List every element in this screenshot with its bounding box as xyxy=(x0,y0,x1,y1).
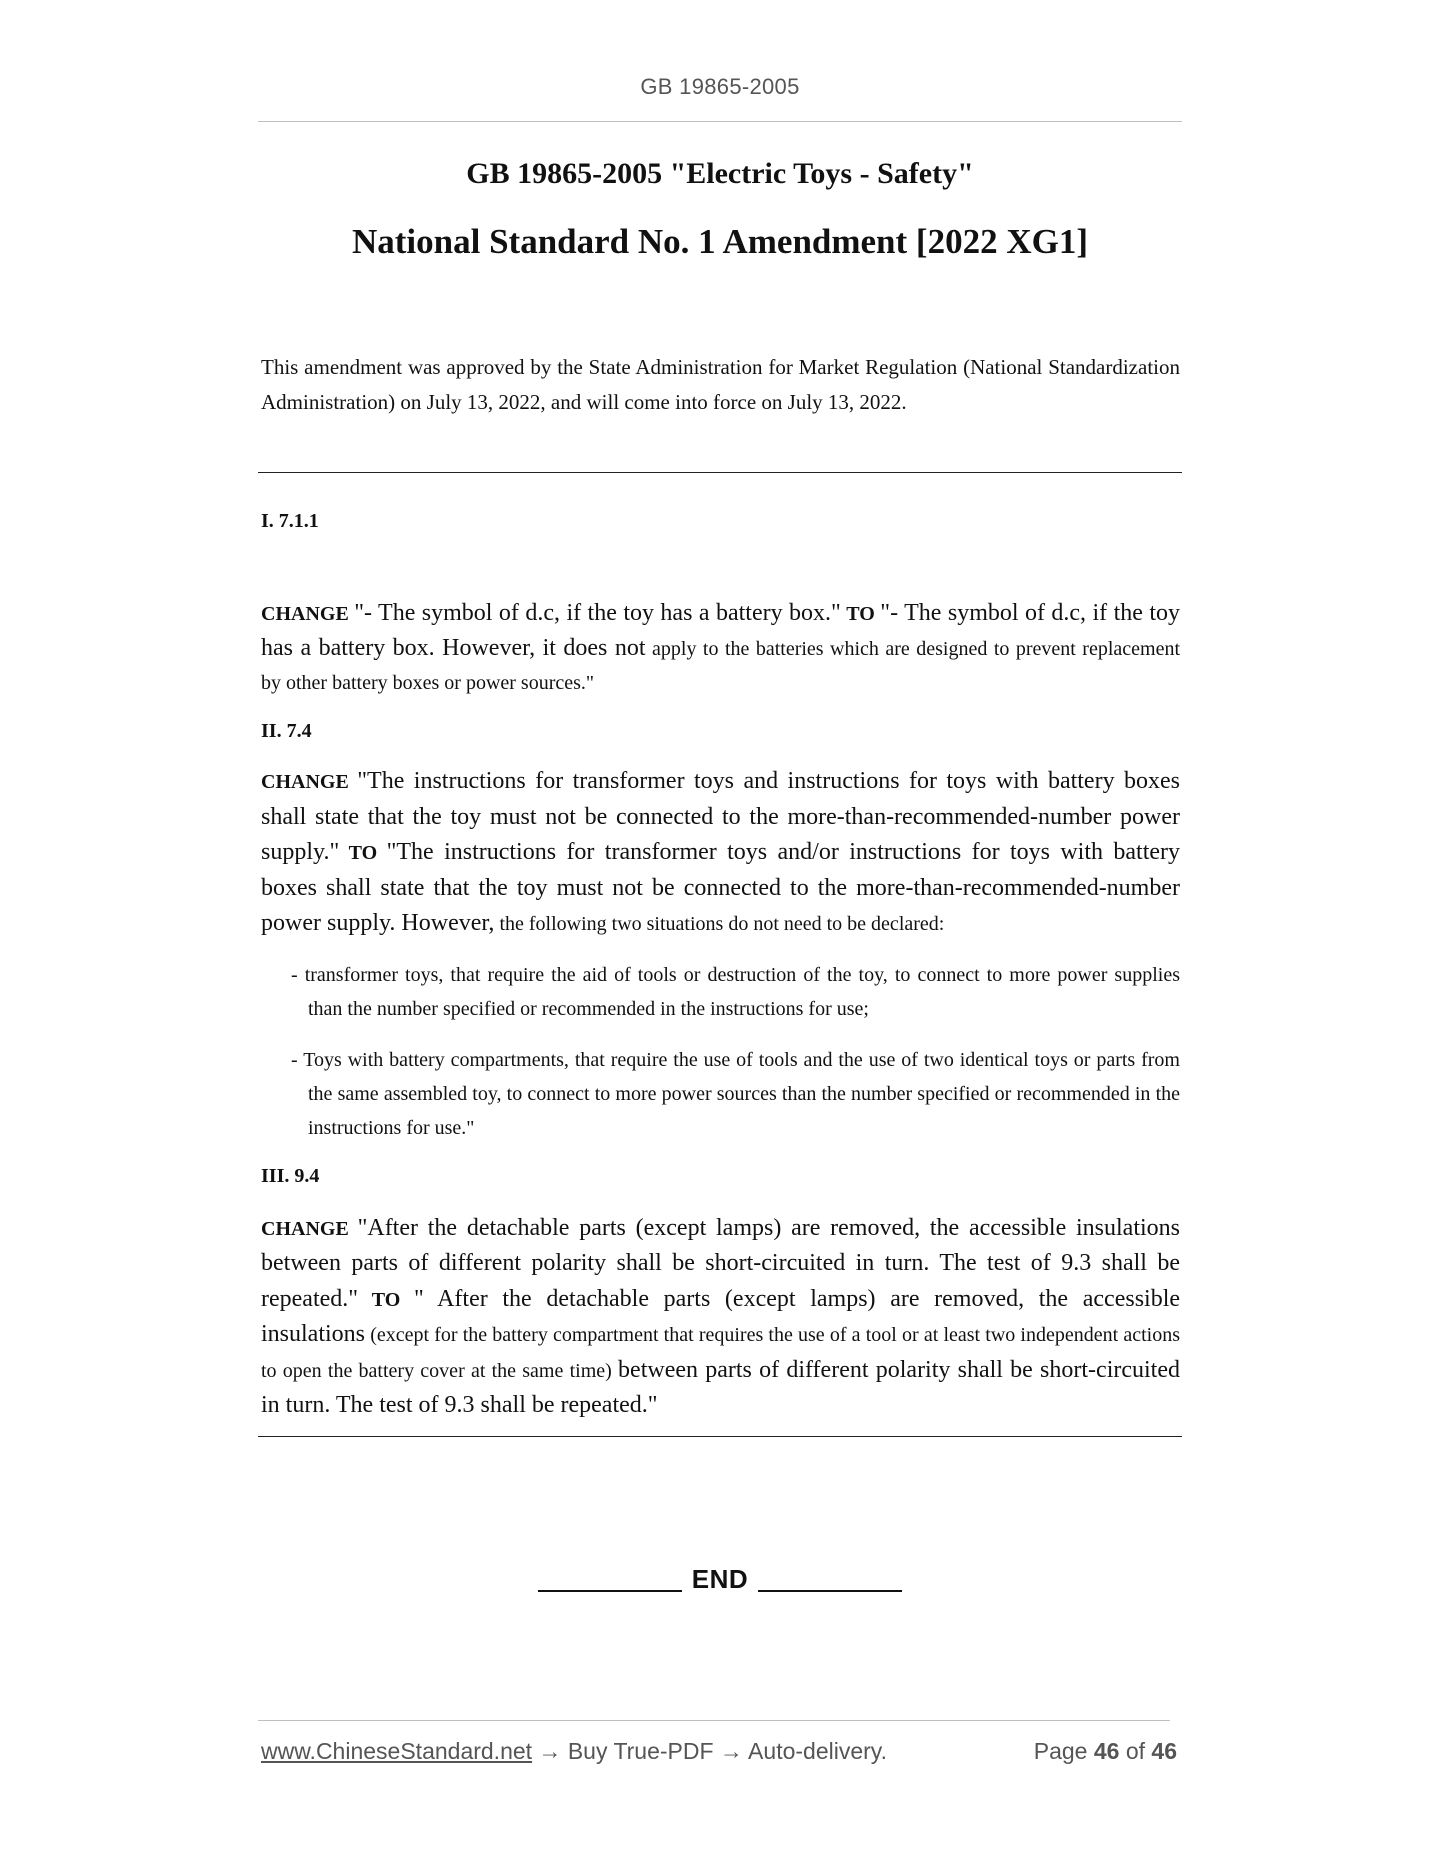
footer-promo xyxy=(261,1738,887,1765)
page-of-label: of xyxy=(1125,1738,1146,1764)
amended-text: "The instructions for transformer toys and/or instructions for toys with battery boxes shall state that the toy must not be connected to the more-than-recommended-number power supply. However, xyxy=(261,839,1181,936)
end-marker xyxy=(258,1564,1182,1595)
change-keyword: CHANGE xyxy=(261,771,349,793)
amendment-paragraph xyxy=(261,764,1180,942)
page-label: Page xyxy=(1033,1738,1088,1764)
document-title: GB 19865-2005 "Electric Toys - Safety" xyxy=(466,157,974,190)
page-total: 46 xyxy=(1151,1738,1177,1764)
exemption-list xyxy=(261,958,1180,1145)
end-line-right xyxy=(758,1590,902,1592)
section-heading: II. 7.4 xyxy=(261,720,312,742)
change-keyword: CHANGE xyxy=(261,1217,349,1240)
to-keyword: TO xyxy=(846,603,875,625)
to-keyword: TO xyxy=(371,1288,401,1311)
amendment-content xyxy=(261,506,1180,1424)
list-item: - Toys with battery compartments, that require the use of tools and the use of two identical toys or parts from the same assembled toy, to connect to more power sources than the number specified or recommended in the instructions for use." xyxy=(291,1048,1180,1139)
amended-text-small: (except for the battery compartment that requires the use of a tool or at least two independent actions to open the battery cover at the same time) xyxy=(261,1324,1180,1382)
document-subtitle: National Standard No. 1 Amendment [2022 XG1] xyxy=(351,222,1088,261)
change-keyword: CHANGE xyxy=(261,603,349,625)
amended-text-end: between parts of different polarity shall be short-circuited in turn. The test of 9.3 shall be repeated." xyxy=(261,1356,1181,1418)
footer-tagline: → Buy True-PDF → Auto-delivery. xyxy=(532,1738,887,1764)
section-heading: I. 7.1.1 xyxy=(261,510,319,532)
amended-text-small: apply to the batteries which are designed to prevent replacement by other battery boxes or power sources." xyxy=(261,638,1181,694)
end-line-left xyxy=(538,1590,682,1592)
amendment-paragraph xyxy=(261,1211,1180,1424)
amended-text: "- The symbol of d.c, if the toy has a battery box. However, it does not xyxy=(261,600,1181,661)
footer-divider xyxy=(258,1720,1170,1721)
running-header: GB 19865-2005 xyxy=(640,74,800,99)
section-divider-bottom xyxy=(258,1436,1182,1437)
to-keyword: TO xyxy=(348,842,378,864)
section-divider-top xyxy=(258,472,1182,473)
original-text: "- The symbol of d.c, if the toy has a battery box." xyxy=(354,600,841,626)
website-link[interactable]: www.ChineseStandard.net xyxy=(261,1738,533,1764)
page-number: 46 xyxy=(1093,1738,1120,1764)
header-divider xyxy=(258,121,1182,122)
page-indicator xyxy=(1034,1738,1177,1765)
approval-notice: This amendment was approved by the State Administration for Market Regulation (National Standardization Administration) on July 13, 2022, and will come into force on July 13, 2022. xyxy=(261,355,1180,414)
amended-text: " After the detachable parts (except lamps) are removed, the accessible insulations xyxy=(261,1285,1181,1347)
amended-text-small: the following two situations do not need to be declared: xyxy=(499,913,945,935)
original-text: "The instructions for transformer toys and instructions for toys with battery boxes shall state that the toy must not be connected to the more-than-recommended-number power supply." xyxy=(261,768,1180,865)
end-label: END xyxy=(691,1564,749,1594)
section-heading: III. 9.4 xyxy=(261,1164,320,1187)
amendment-paragraph xyxy=(261,596,1180,700)
list-item: - transformer toys, that require the aid of tools or destruction of the toy, to connect to more power supplies than the number specified or recommended in the instructions for use; xyxy=(291,963,1180,1020)
original-text: "After the detachable parts (except lamps) are removed, the accessible insulations between parts of different polarity shall be short-circuited in turn. The test of 9.3 shall be repeated." xyxy=(261,1214,1180,1312)
